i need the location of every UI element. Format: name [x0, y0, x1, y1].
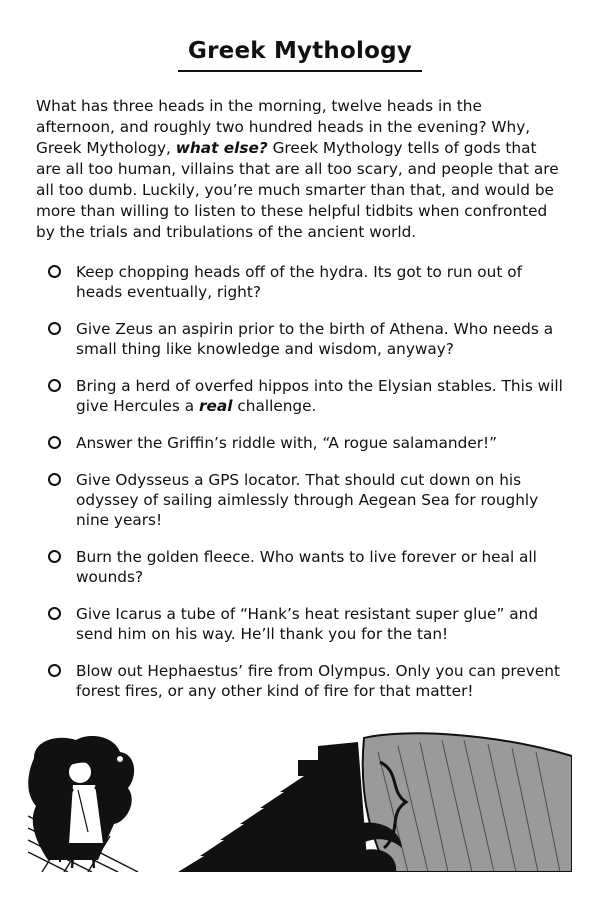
list-item — [48, 547, 568, 587]
list-item-text-post: challenge. — [232, 397, 317, 415]
list-item-text: Burn the golden fleece. Who wants to live forever or heal all wounds? — [76, 548, 537, 586]
tips-list — [48, 262, 568, 701]
list-item-text: Give Icarus a tube of “Hank’s heat resistant super glue” and send him on his way. He’ll thank you for the tan! — [76, 605, 539, 643]
intro-part-2: Greek Mythology tells of gods that are all too human, villains that are all too scary, and people that are all too dumb. Luckily, you’re much smarter than that, and would be more than willing to listen to these helpful tidbits when confronted by the trials and tribulations of the ancient world. — [36, 139, 559, 241]
list-item — [48, 604, 568, 644]
intro-part-1: What has three heads in the morning, twelve heads in the afternoon, and roughly two hundred heads in the evening? Why, Greek Mythology, — [36, 97, 531, 157]
circle-bullet-icon — [48, 473, 61, 486]
circle-bullet-icon — [48, 550, 61, 563]
circle-bullet-icon — [48, 607, 61, 620]
page-title: Greek Mythology — [178, 38, 422, 72]
list-item — [48, 661, 568, 701]
list-item-text: Give Odysseus a GPS locator. That should cut down on his odyssey of sailing aimlessly through Aegean Sea for roughly nine years! — [76, 471, 539, 529]
list-item — [48, 470, 568, 530]
staircase-icon — [152, 742, 368, 872]
list-item — [48, 376, 568, 416]
cartoon-greek-figure-stairs-fire-icon — [28, 732, 572, 872]
circle-bullet-icon — [48, 322, 61, 335]
circle-bullet-icon — [48, 664, 61, 677]
list-item-text: Give Zeus an aspirin prior to the birth of Athena. Who needs a small thing like knowledge and wisdom, anyway? — [76, 320, 554, 358]
list-item-text-pre: Bring a herd of overfed hippos into the Elysian stables. This will give Hercules a — [76, 377, 563, 415]
circle-bullet-icon — [48, 379, 61, 392]
list-item — [48, 319, 568, 359]
title-wrap — [0, 38, 600, 72]
list-item-emphasis: real — [199, 397, 233, 415]
list-item-text: Blow out Hephaestus’ fire from Olympus. Only you can prevent forest fires, or any other kind of fire for that matter! — [76, 662, 560, 700]
fire-mass-icon — [346, 733, 572, 872]
circle-bullet-icon — [48, 436, 61, 449]
intro-emphasis: what else? — [175, 139, 268, 157]
list-item — [48, 433, 568, 453]
intro-paragraph — [36, 96, 564, 243]
list-item-text: Keep chopping heads off of the hydra. Its got to run out of heads eventually, right? — [76, 263, 522, 301]
list-item — [48, 262, 568, 302]
list-item-text: Answer the Griffin’s riddle with, “A rogue salamander!” — [76, 434, 498, 452]
circle-bullet-icon — [48, 265, 61, 278]
